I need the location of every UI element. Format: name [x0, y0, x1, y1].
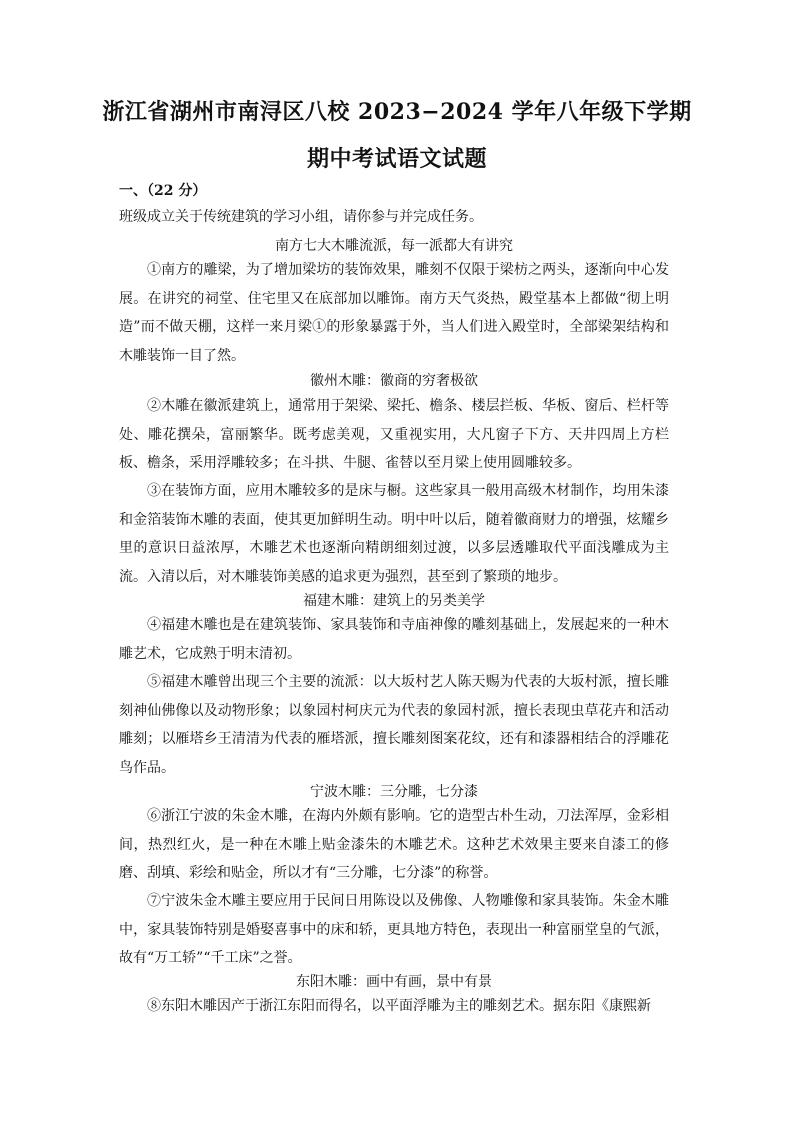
paragraph-6: ⑥浙江宁波的朱金木雕，在海内外颇有影响。它的造型古朴生动，刀法浑厚，金彩相间，热烈红火，是一种在木雕上贴金漆朱的木雕艺术。这种艺术效果主要来自漆工的修磨、刮填、彩绘和贴金，所以才有“三分雕，七分漆”的称誉。 [119, 808, 669, 882]
title-line-2: 期中考试语文试题 [306, 146, 487, 172]
subtitle-ningbo: 宁波木雕：三分雕，七分漆 [310, 784, 478, 800]
paragraph-7: ⑦宁波朱金木雕主要应用于民间日用陈设以及佛像、人物雕像和家具装饰。朱金木雕中，家具装饰特别是婚娶喜事中的床和轿，更具地方特色，表现出一种富丽堂皇的气派，故有“万工轿”“千工床”之誉。 [119, 893, 669, 967]
paragraph-2: ②木雕在徽派建筑上，通常用于架梁、梁托、檐条、楼层拦板、华板、窗后、栏杆等处、雕花撰朵，富丽繁华。既考虑美观，又重视实用，大凡窗子下方、天井四周上方栏板、檐条，采用浮雕较多；在斗拱、牛腿、雀替以至月梁上使用圆雕较多。 [119, 398, 669, 472]
subtitle-huizhou: 徽州木雕：徽商的穷奢极欲 [310, 373, 478, 389]
paragraph-3: ③在装饰方面，应用木雕较多的是床与橱。这些家具一般用高级木材制作，均用朱漆和金箔装饰木雕的表面，使其更加鲜明生动。明中叶以后，随着徽商财力的增强，炫耀乡里的意识日益浓厚，木雕艺术也逐渐向精朗细刻过渡，以多层透雕取代平面浅雕成为主流。入清以后，对木雕装饰美感的追求更为强烈，甚至到了繁琐的地步。 [119, 483, 669, 586]
intro-text: 班级成立关于传统建筑的学习小组，请你参与并完成任务。 [119, 209, 483, 225]
subtitle-fujian: 福建木雕：建筑上的另类美学 [303, 593, 485, 609]
paragraph-4: ④福建木雕也是在建筑装饰、家具装饰和寺庙神像的雕刻基础上，发展起来的一种木雕艺术，它成熟于明末清初。 [119, 617, 669, 662]
subtitle-south: 南方七大木雕流派，每一派都大有讲究 [275, 238, 513, 254]
paragraph-1: ①南方的雕梁，为了增加梁坊的装饰效果，雕刻不仅限于梁枋之两头，逐渐向中心发展。在讲究的祠堂、住宅里又在底部加以雕饰。南方天气炎热，殿堂基本上都做“彻上明造”而不做天棚，这样一来月梁①的形象暴露于外，当人们进入殿堂时，全部梁架结构和木雕装饰一目了然。 [119, 262, 669, 365]
subtitle-dongyang: 东阳木雕：画中有画，景中有景 [296, 974, 492, 990]
title-line-1: 浙江省湖州市南浔区八校 2023−2024 学年八年级下学期 [102, 99, 692, 125]
paragraph-5: ⑤福建木雕曾出现三个主要的流派：以大坂村艺人陈天赐为代表的大坂村派，擅长雕刻神仙佛像以及动物形象；以象园村柯庆元为代表的象园村派，擅长表现虫草花卉和活动雕刻；以雁塔乡王清清为代表的雁塔派，擅长雕刻图案花纹，还有和漆器相结合的浮雕花鸟作品。 [119, 674, 669, 777]
paragraph-8: ⑧东阳木雕因产于浙江东阳而得名，以平面浮雕为主的雕刻艺术。据东阳《康熙新 [147, 998, 651, 1014]
section-heading: 一、（22 分） [119, 183, 207, 199]
